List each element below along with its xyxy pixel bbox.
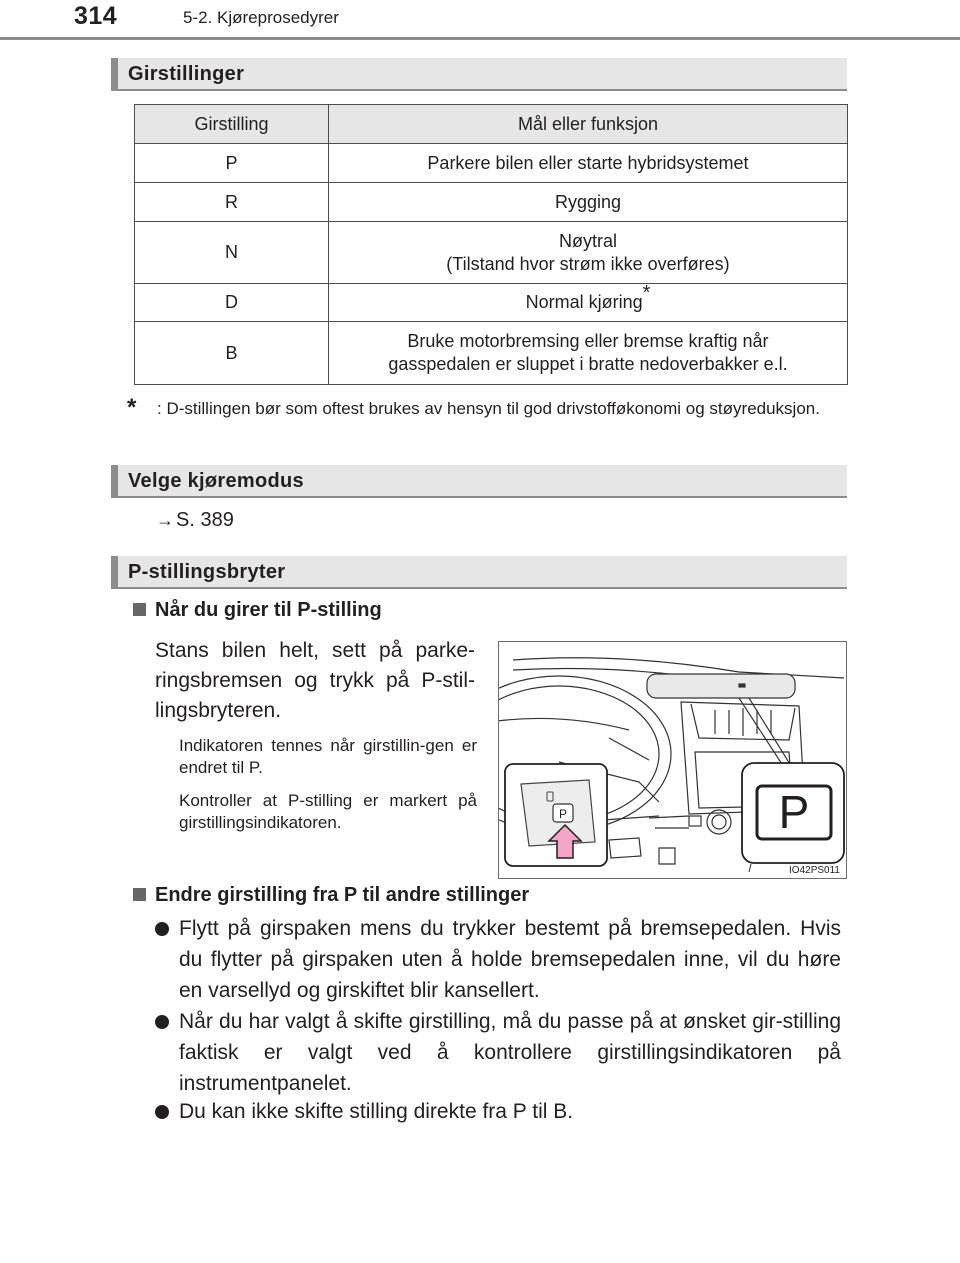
gear-position-cell: B — [135, 322, 329, 385]
gear-function-cell — [329, 322, 848, 385]
bullet-icon — [155, 922, 169, 936]
list-item — [155, 913, 841, 1006]
section-heading-gear: Girstillinger — [128, 63, 245, 85]
table-footnote — [127, 395, 841, 422]
bullet-icon — [155, 1015, 169, 1029]
gear-position-cell: N — [135, 222, 329, 284]
subheading — [133, 884, 529, 907]
band-accent — [111, 58, 118, 89]
header-rule — [0, 37, 960, 40]
section-band-gear — [111, 58, 847, 91]
band-accent — [111, 556, 118, 587]
subheading — [133, 599, 382, 622]
column-header-position: Girstilling — [135, 105, 329, 144]
dashboard-illustration — [499, 642, 846, 878]
gear-position-cell: P — [135, 144, 329, 183]
list-item-text: Når du har valgt å skifte girstilling, må du passe på at ønsket gir-stilling faktisk er valgt ved å kontrollere girstillingsindikatoren på instrumentpanelet. — [179, 1010, 841, 1095]
bullet-icon — [155, 1105, 169, 1119]
gear-position-cell: D — [135, 284, 329, 322]
table-row — [135, 322, 848, 385]
table-row — [135, 222, 848, 284]
gear-function-cell: Rygging — [329, 183, 848, 222]
page-number: 314 — [74, 2, 118, 30]
arrow-right-icon: → — [156, 510, 174, 530]
p-indicator-label: P — [778, 786, 810, 838]
list-item — [155, 1006, 841, 1099]
page-reference — [156, 509, 234, 532]
section-heading-mode: Velge kjøremodus — [128, 470, 304, 492]
function-text: Normal kjøring — [525, 292, 643, 312]
function-line: (Tilstand hvor strøm ikke overføres) — [446, 253, 730, 274]
figure-code: IO42PS011 — [789, 865, 840, 876]
note-check: Kontroller at P-stilling er markert på girstillingsindikatoren. — [179, 791, 477, 832]
square-bullet-icon — [133, 888, 146, 901]
section-band-mode — [111, 465, 847, 498]
table-header-row — [135, 105, 848, 144]
subheading-text: Når du girer til P-stilling — [155, 599, 382, 621]
list-item — [155, 1096, 841, 1127]
table-row — [135, 183, 848, 222]
function-line: gasspedalen er sluppet i bratte nedoverbakker e.l. — [388, 354, 788, 374]
p-switch-figure — [498, 641, 847, 879]
section-heading-pswitch: P-stillingsbryter — [128, 561, 286, 583]
function-line: Bruke motorbremsing eller bremse kraftig når — [407, 331, 769, 351]
function-line: Nøytral — [559, 230, 617, 251]
list-item-text: Flytt på girspaken mens du trykker bestemt på bremsepedalen. Hvis du flytter på girspaken uten å holde bremsepedalen inne, vil du høre en varsellyd og girskiftet blir kansellert. — [179, 917, 841, 1002]
footnote-marker: * — [642, 282, 651, 304]
list-item-text: Du kan ikke skifte stilling direkte fra P til B. — [179, 1100, 574, 1123]
table-row — [135, 144, 848, 183]
table-row — [135, 284, 848, 322]
gear-function-cell: Parkere bilen eller starte hybridsystemet — [329, 144, 848, 183]
gear-function-cell — [329, 222, 848, 284]
subheading-text: Endre girstilling fra P til andre stillinger — [155, 884, 530, 906]
section-title: 5-2. Kjøreprosedyrer — [183, 8, 339, 27]
page-reference-link[interactable]: S. 389 — [176, 509, 234, 531]
gear-position-table — [134, 104, 848, 385]
gear-function-cell — [329, 284, 848, 322]
note-indicator: Indikatoren tennes når girstillin-gen er endret til P. — [179, 736, 477, 777]
square-bullet-icon — [133, 603, 146, 616]
footnote-text: : D-stillingen bør som oftest brukes av hensyn til god drivstofføkonomi og støyreduksjon. — [157, 399, 820, 418]
gear-position-cell: R — [135, 183, 329, 222]
column-header-function: Mål eller funksjon — [329, 105, 848, 144]
band-accent — [111, 465, 118, 496]
footnote-mark: * — [127, 394, 137, 421]
instruction-paragraph: Stans bilen helt, sett på parke-ringsbremsen og trykk på P-stil-lingsbryteren. — [155, 639, 475, 722]
section-band-pswitch — [111, 556, 847, 589]
p-switch-label: P — [558, 807, 568, 821]
